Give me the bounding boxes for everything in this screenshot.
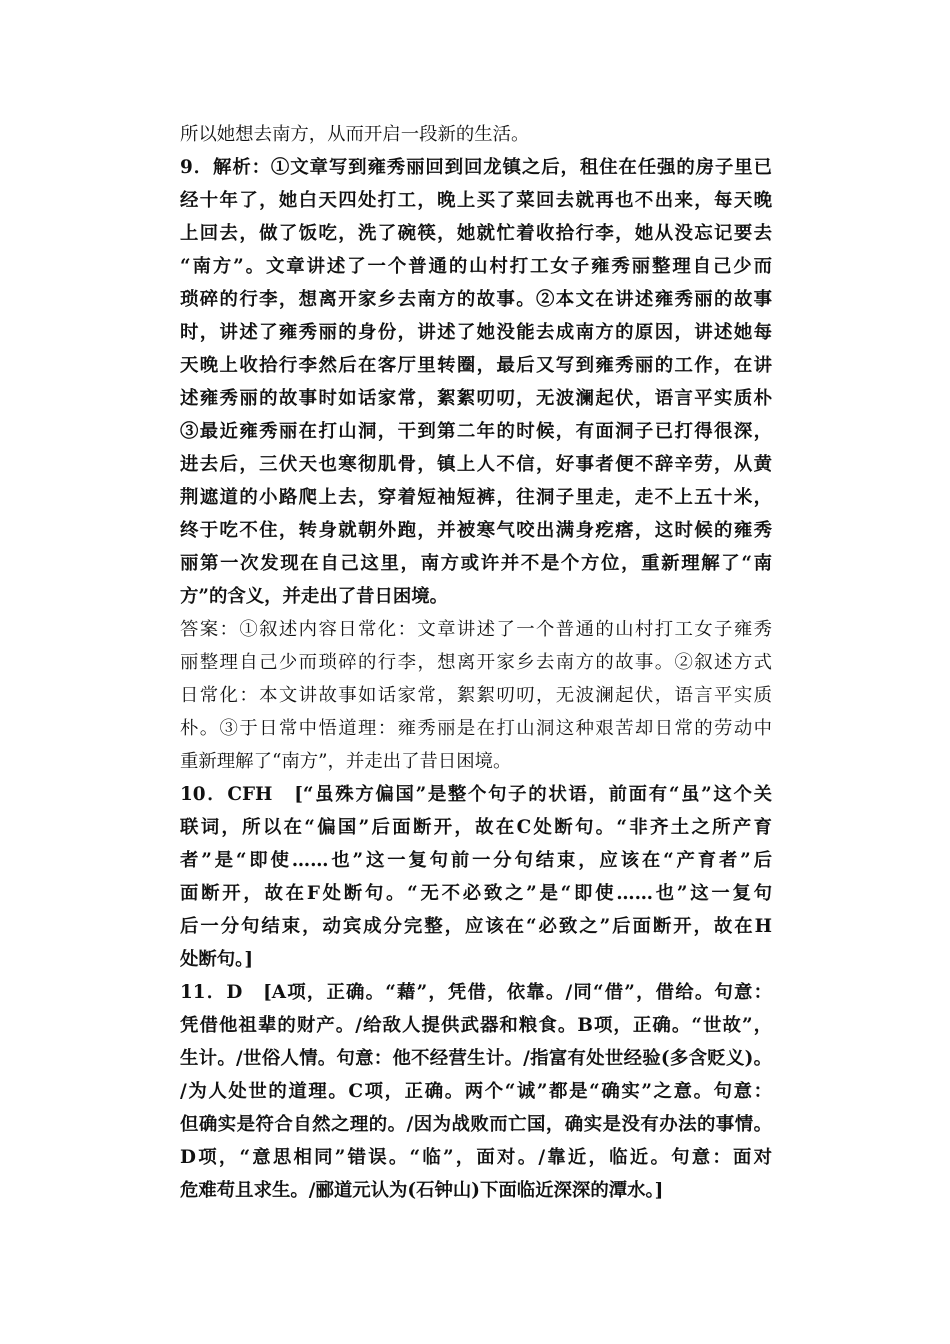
text-line: D项，“意思相同”错误。“临”，面对。/靠近，临近。句意：面对 — [180, 1147, 772, 1168]
text-line: 生计。/世俗人情。句意：他不经营生计。/指富有处世经验(多含贬义)。 — [180, 1048, 772, 1069]
answer-document — [180, 118, 772, 1207]
text-line: 处断句。] — [180, 949, 254, 970]
text-line: 凭借他祖辈的财产。/给敌人提供武器和粮食。B项，正确。“世故”， — [180, 1015, 772, 1036]
text-line: 日常化：本文讲故事如话家常，絮絮叨叨，无波澜起伏，语言平实质 — [180, 685, 772, 706]
text-line: ③最近雍秀丽在打山洞，干到第二年的时候，有面洞子已打得很深， — [180, 421, 772, 442]
text-line: 时，讲述了雍秀丽的身份，讲述了她没能去成南方的原因，讲述她每 — [180, 322, 772, 343]
text-line: 11．D [A项，正确。“藉”，凭借，依靠。/同“借”，借给。句意： — [180, 982, 772, 1003]
text-line: 进去后，三伏天也寒彻肌骨，镇上人不信，好事者便不辞辛劳，从黄 — [180, 454, 772, 475]
text-line: 面断开，故在F处断句。“无不必致之”是“即使……也”这一复句 — [180, 883, 772, 904]
text-line: 荆遮道的小路爬上去，穿着短袖短裤，往洞子里走，走不上五十米， — [180, 487, 772, 508]
text-line: 联词，所以在“偏国”后面断开，故在C处断句。“非齐土之所产育 — [180, 817, 772, 838]
text-line: 危难苟且求生。/郦道元认为(石钟山)下面临近深深的潭水。] — [180, 1180, 664, 1201]
text-line: 答案：①叙述内容日常化：文章讲述了一个普通的山村打工女子雍秀 — [180, 619, 772, 640]
text-line: 者”是“即使……也”这一复句前一分句结束，应该在“产育者”后 — [180, 850, 772, 871]
text-line: 上回去，做了饭吃，洗了碗筷，她就忙着收拾行李，她从没忘记要去 — [180, 223, 772, 244]
text-line: 10．CFH [“虽殊方偏国”是整个句子的状语，前面有“虽”这个关 — [180, 784, 772, 805]
text-line: 丽整理自己少而琐碎的行李，想离开家乡去南方的故事。②叙述方式 — [180, 652, 772, 673]
text-line: 所以她想去南方，从而开启一段新的生活。 — [180, 124, 530, 145]
text-line: 朴。③于日常中悟道理：雍秀丽是在打山洞这种艰苦却日常的劳动中 — [180, 718, 772, 739]
text-line: 9．解析：①文章写到雍秀丽回到回龙镇之后，租住在任强的房子里已 — [180, 157, 772, 178]
text-line: 重新理解了“南方”，并走出了昔日困境。 — [180, 751, 512, 772]
text-line: “南方”。文章讲述了一个普通的山村打工女子雍秀丽整理自己少而 — [180, 256, 772, 277]
text-line: /为人处世的道理。C项，正确。两个“诚”都是“确实”之意。句意： — [180, 1081, 772, 1102]
text-line: 琐碎的行李，想离开家乡去南方的故事。②本文在讲述雍秀丽的故事 — [180, 289, 772, 310]
text-line: 终于吃不住，转身就朝外跑，并被寒气咬出满身疙瘩，这时候的雍秀 — [180, 520, 772, 541]
text-line: 但确实是符合自然之理的。/因为战败而亡国，确实是没有办法的事情。 — [180, 1114, 772, 1135]
text-line: 天晚上收拾行李然后在客厅里转圈，最后又写到雍秀丽的工作，在讲 — [180, 355, 772, 376]
text-line: 后一分句结束，动宾成分完整，应该在“必致之”后面断开，故在H — [180, 916, 772, 937]
text-line: 丽第一次发现在自己这里，南方或许并不是个方位，重新理解了“南 — [180, 553, 772, 574]
text-line: 经十年了，她白天四处打工，晚上买了菜回去就再也不出来，每天晚 — [180, 190, 772, 211]
text-line: 述雍秀丽的故事时如话家常，絮絮叨叨，无波澜起伏，语言平实质朴 — [180, 388, 772, 409]
text-line: 方”的含义，并走出了昔日困境。 — [180, 586, 449, 607]
